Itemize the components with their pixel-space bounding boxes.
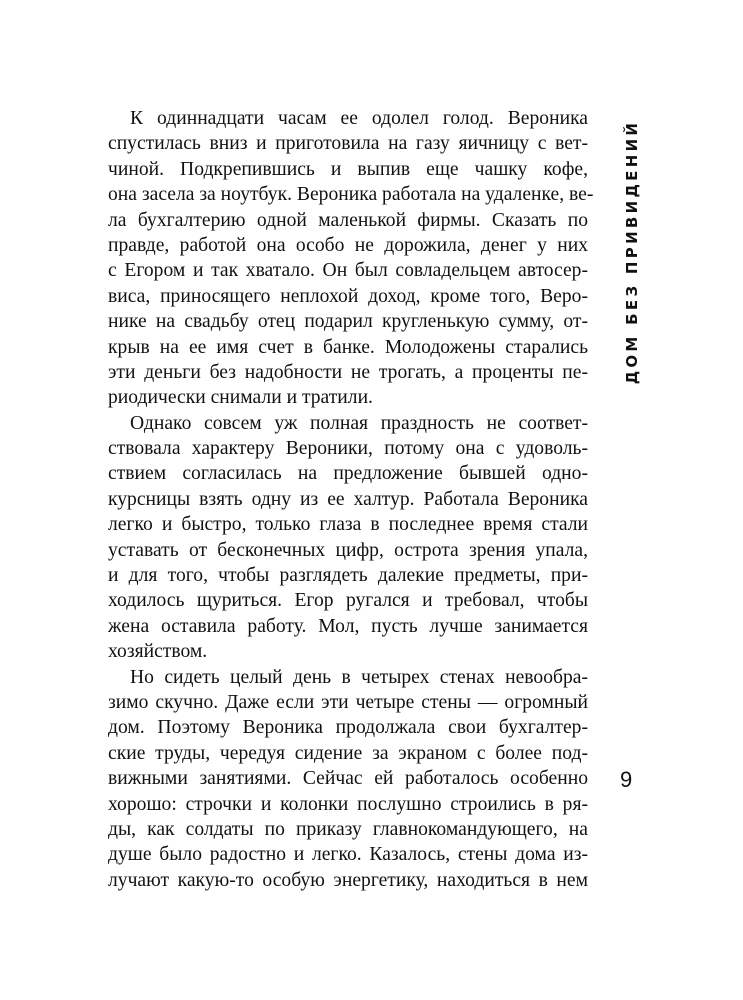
text-line: ла бухгалтерию одной маленькой фирмы. Сказать по (108, 209, 588, 231)
paragraph-1 (108, 106, 594, 411)
text-line: Однако совсем уж полная праздность не соответ- (130, 412, 588, 434)
text-line: и для того, чтобы разглядеть далекие предметы, при- (108, 565, 588, 587)
text-line: лучают какую-то особую энергетику, находиться в нем (108, 869, 588, 891)
text-line: спустилась вниз и приготовила на газу яичницу с вет- (108, 133, 588, 155)
text-line: ствовала характеру Вероники, потому она с удоволь- (108, 438, 588, 460)
text-line: хорошо: строчки и колонки послушно строились в ря- (108, 793, 588, 815)
text-line: ды, как солдаты по приказу главнокомандующего, на (108, 818, 588, 840)
text-line: зимо скучно. Даже если эти четыре стены — огромный (108, 691, 588, 713)
paragraph-2 (108, 411, 588, 665)
text-line: она засела за ноутбук. Вероника работала на удаленке, ве- (108, 184, 594, 206)
text-line: вижными занятиями. Сейчас ей работалось особенно (108, 768, 588, 790)
text-line: нике на свадьбу отец подарил кругленькую сумму, от- (108, 311, 588, 333)
text-line: виса, приносящего неплохой доход, кроме того, Веро- (108, 285, 588, 307)
running-header-title: ДОМ БЕЗ ПРИВИДЕНИЙ (623, 119, 641, 385)
text-line: курсницы взять одну из ее халтур. Работала Вероника (108, 488, 588, 510)
page-number: 9 (620, 767, 633, 792)
text-line: риодически снимали и тратили. (108, 387, 373, 409)
text-line: хозяйством. (108, 641, 208, 663)
text-line: дом. Поэтому Вероника продолжала свои бухгалтер- (108, 717, 588, 739)
text-line: эти деньги без надобности не трогать, а проценты пе- (108, 361, 588, 383)
text-line: правде, работой она особо не дорожила, денег у них (108, 234, 588, 256)
text-line: уставать от бесконечных цифр, острота зрения упала, (108, 539, 588, 561)
text-line: душе было радостно и легко. Казалось, стены дома из- (108, 844, 588, 866)
text-line: Но сидеть целый день в четырех стенах невообра- (130, 666, 588, 688)
text-line: легко и быстро, только глаза в последнее время стали (108, 514, 588, 536)
text-line: крыв на ее имя счет в банке. Молодожены старались (108, 336, 588, 358)
paragraph-3 (108, 665, 588, 894)
text-line: жена оставила работу. Мол, пусть лучше занимается (108, 615, 588, 637)
body-text (108, 106, 594, 893)
text-line: ходилось щуриться. Егор ругался и требовал, чтобы (108, 590, 588, 612)
text-line: ские труды, чередуя сидение за экраном с более под- (108, 742, 588, 764)
text-line: с Егором и так хватало. Он был совладельцем автосер- (108, 260, 588, 282)
text-line: ствием согласилась на предложение бывшей одно- (108, 463, 588, 485)
text-line: чиной. Подкрепившись и выпив еще чашку кофе, (108, 158, 588, 180)
text-line: К одиннадцати часам ее одолел голод. Вероника (130, 108, 588, 129)
